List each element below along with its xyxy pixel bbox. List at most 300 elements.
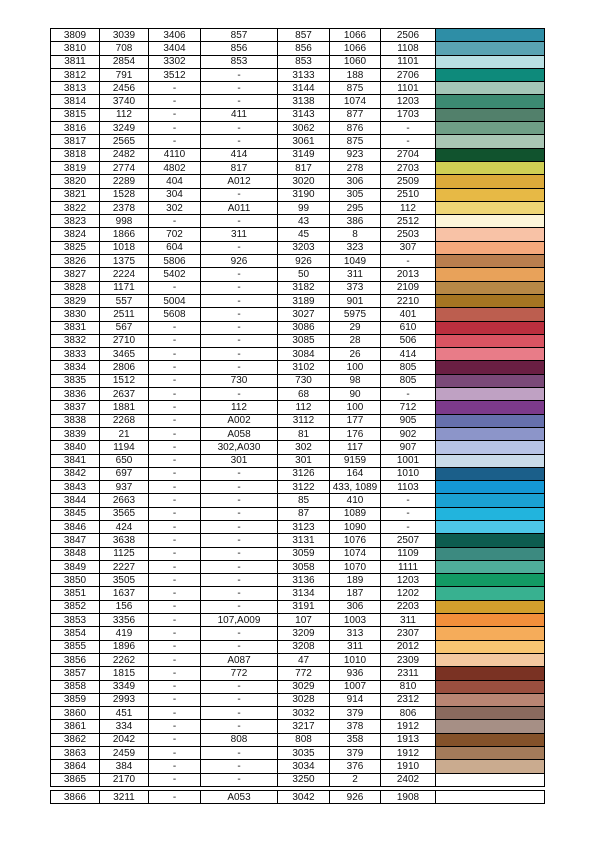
table-cell: 3810 [51, 42, 100, 55]
table-cell: 311 [381, 614, 436, 627]
table-cell: 3131 [278, 534, 330, 547]
table-cell: 2703 [381, 161, 436, 174]
table-cell: 301 [278, 454, 330, 467]
table-row [51, 161, 545, 174]
table-cell: 3862 [51, 733, 100, 746]
table-cell: 1066 [330, 42, 381, 55]
color-swatch [436, 388, 545, 401]
table-cell: 295 [330, 201, 381, 214]
table-cell: 1637 [100, 587, 149, 600]
table-row [51, 348, 545, 361]
table-row [51, 560, 545, 573]
table-cell: 3820 [51, 175, 100, 188]
table-row [51, 135, 545, 148]
table-cell: 810 [381, 680, 436, 693]
table-cell: - [149, 600, 201, 613]
table-cell: 1125 [100, 547, 149, 560]
table-cell: 3027 [278, 308, 330, 321]
table-cell: - [149, 122, 201, 135]
table-cell: - [201, 680, 278, 693]
table-cell: 857 [201, 29, 278, 42]
table-cell: 817 [278, 161, 330, 174]
table-cell: 26 [330, 348, 381, 361]
table-cell: 3835 [51, 374, 100, 387]
table-cell: 411 [201, 108, 278, 121]
table-cell: 936 [330, 667, 381, 680]
table-cell: 358 [330, 733, 381, 746]
color-swatch [436, 600, 545, 613]
table-cell: 1203 [381, 574, 436, 587]
table-cell: - [149, 640, 201, 653]
table-cell: 386 [330, 215, 381, 228]
table-row [51, 55, 545, 68]
table-cell: 3865 [51, 773, 100, 786]
table-cell: 112 [201, 401, 278, 414]
table-row [51, 215, 545, 228]
table-cell: 3833 [51, 348, 100, 361]
table-cell: 3034 [278, 760, 330, 773]
table-cell: 3029 [278, 680, 330, 693]
table-row [51, 747, 545, 760]
table-cell: 3042 [278, 790, 330, 803]
table-cell: 3149 [278, 148, 330, 161]
table-row [51, 534, 545, 547]
table-cell: 3817 [51, 135, 100, 148]
table-cell: 1171 [100, 281, 149, 294]
table-cell: 112 [381, 201, 436, 214]
table-cell: - [201, 188, 278, 201]
table-cell: 1512 [100, 374, 149, 387]
table-cell: 853 [201, 55, 278, 68]
color-swatch [436, 653, 545, 666]
table-row [51, 520, 545, 533]
table-cell: 176 [330, 427, 381, 440]
table-cell: - [201, 574, 278, 587]
table-row [51, 42, 545, 55]
table-cell: 419 [100, 627, 149, 640]
table-cell: 1074 [330, 95, 381, 108]
table-row [51, 467, 545, 480]
table-cell: 306 [330, 600, 381, 613]
table-cell: 376 [330, 760, 381, 773]
color-swatch [436, 29, 545, 42]
table-cell: 3512 [149, 68, 201, 81]
table-cell: - [149, 574, 201, 587]
color-swatch [436, 374, 545, 387]
table-cell: - [149, 334, 201, 347]
table-cell: - [201, 348, 278, 361]
color-swatch [436, 42, 545, 55]
table-cell: 3841 [51, 454, 100, 467]
table-cell: 3062 [278, 122, 330, 135]
table-cell: 817 [201, 161, 278, 174]
table-cell: 3863 [51, 747, 100, 760]
table-cell: 3028 [278, 693, 330, 706]
table-row [51, 481, 545, 494]
table-cell: 29 [330, 321, 381, 334]
table-cell: 2704 [381, 148, 436, 161]
table-cell: 3851 [51, 587, 100, 600]
table-cell: - [149, 95, 201, 108]
table-cell: - [201, 520, 278, 533]
color-swatch [436, 454, 545, 467]
table-cell: 3860 [51, 707, 100, 720]
table-cell: - [149, 790, 201, 803]
table-cell: 3815 [51, 108, 100, 121]
table-cell: 902 [381, 427, 436, 440]
table-cell: 2109 [381, 281, 436, 294]
table-cell: 2042 [100, 733, 149, 746]
table-cell: 2663 [100, 494, 149, 507]
color-swatch [436, 574, 545, 587]
table-cell: 791 [100, 68, 149, 81]
table-cell: 3866 [51, 790, 100, 803]
table-cell: 4110 [149, 148, 201, 161]
table-cell: 3819 [51, 161, 100, 174]
table-cell: A058 [201, 427, 278, 440]
table-cell: 1111 [381, 560, 436, 573]
table-cell: - [149, 587, 201, 600]
table-row [51, 334, 545, 347]
table-cell: 2289 [100, 175, 149, 188]
table-cell: 1001 [381, 454, 436, 467]
color-swatch [436, 122, 545, 135]
table-cell: 877 [330, 108, 381, 121]
table-row [51, 255, 545, 268]
color-swatch [436, 348, 545, 361]
table-cell: - [149, 534, 201, 547]
color-swatch [436, 520, 545, 533]
table-cell: 3845 [51, 507, 100, 520]
table-cell: 4802 [149, 161, 201, 174]
color-swatch [436, 720, 545, 733]
table-cell: 3846 [51, 520, 100, 533]
table-cell: 278 [330, 161, 381, 174]
table-row [51, 494, 545, 507]
table-cell: 3852 [51, 600, 100, 613]
table-cell: 2482 [100, 148, 149, 161]
table-cell: 5004 [149, 294, 201, 307]
table-cell: 1528 [100, 188, 149, 201]
color-swatch [436, 161, 545, 174]
table-cell: 3740 [100, 95, 149, 108]
table-cell: 1101 [381, 82, 436, 95]
color-swatch [436, 268, 545, 281]
table-cell: - [149, 481, 201, 494]
table-cell: 311 [201, 228, 278, 241]
table-cell: 384 [100, 760, 149, 773]
table-cell: 8 [330, 228, 381, 241]
table-cell: 2509 [381, 175, 436, 188]
table-cell: 189 [330, 574, 381, 587]
color-swatch [436, 241, 545, 254]
table-cell: - [381, 135, 436, 148]
table-cell: 379 [330, 707, 381, 720]
color-swatch [436, 560, 545, 573]
table-cell: 177 [330, 414, 381, 427]
table-cell: 2312 [381, 693, 436, 706]
color-swatch [436, 467, 545, 480]
table-cell: 712 [381, 401, 436, 414]
table-cell: 567 [100, 321, 149, 334]
table-cell: 1912 [381, 747, 436, 760]
table-cell: 311 [330, 268, 381, 281]
table-cell: 856 [278, 42, 330, 55]
table-cell: 5402 [149, 268, 201, 281]
table-cell: - [201, 334, 278, 347]
table-cell: 1003 [330, 614, 381, 627]
table-cell: - [201, 281, 278, 294]
table-row [51, 228, 545, 241]
table-cell: 730 [278, 374, 330, 387]
table-cell: 410 [330, 494, 381, 507]
color-swatch [436, 334, 545, 347]
table-row [51, 414, 545, 427]
table-cell: 914 [330, 693, 381, 706]
table-cell: 2706 [381, 68, 436, 81]
table-row [51, 374, 545, 387]
table-cell: - [201, 560, 278, 573]
table-row [51, 294, 545, 307]
table-cell: 3123 [278, 520, 330, 533]
table-cell: 414 [201, 148, 278, 161]
table-cell: 3829 [51, 294, 100, 307]
table-cell: 2170 [100, 773, 149, 786]
table-row [51, 175, 545, 188]
table-cell: 3058 [278, 560, 330, 573]
color-swatch [436, 707, 545, 720]
table-cell: 3249 [100, 122, 149, 135]
table-cell: - [149, 348, 201, 361]
color-swatch [436, 587, 545, 600]
table-cell: 3821 [51, 188, 100, 201]
table-cell: - [201, 693, 278, 706]
table-cell: 311 [330, 640, 381, 653]
table-cell: - [149, 135, 201, 148]
table-cell: 708 [100, 42, 149, 55]
table-cell: - [201, 587, 278, 600]
table-row [51, 321, 545, 334]
table-cell: 853 [278, 55, 330, 68]
table-cell: - [201, 720, 278, 733]
table-cell: 2456 [100, 82, 149, 95]
table-cell: 3825 [51, 241, 100, 254]
table-cell: 926 [330, 790, 381, 803]
table-cell: 1074 [330, 547, 381, 560]
table-cell: 3565 [100, 507, 149, 520]
table-cell: 99 [278, 201, 330, 214]
table-cell: 5975 [330, 308, 381, 321]
table-cell: - [149, 680, 201, 693]
table-cell: - [149, 747, 201, 760]
table-cell: 3126 [278, 467, 330, 480]
table-cell: 730 [201, 374, 278, 387]
table-row [51, 790, 545, 803]
table-cell: 3217 [278, 720, 330, 733]
table-row [51, 547, 545, 560]
table-cell: 3349 [100, 680, 149, 693]
table-cell: 2503 [381, 228, 436, 241]
table-cell: - [381, 122, 436, 135]
color-swatch [436, 693, 545, 706]
table-cell: 2993 [100, 693, 149, 706]
color-swatch [436, 175, 545, 188]
color-swatch [436, 494, 545, 507]
table-cell: 650 [100, 454, 149, 467]
table-cell: 3844 [51, 494, 100, 507]
table-cell: 1103 [381, 481, 436, 494]
table-cell: 21 [100, 427, 149, 440]
table-cell: - [149, 667, 201, 680]
table-cell: 5806 [149, 255, 201, 268]
table-cell: - [201, 95, 278, 108]
table-row [51, 122, 545, 135]
table-cell: 808 [201, 733, 278, 746]
table-cell: 2268 [100, 414, 149, 427]
table-cell: A011 [201, 201, 278, 214]
table-cell: 50 [278, 268, 330, 281]
table-cell: - [149, 693, 201, 706]
table-cell: 3638 [100, 534, 149, 547]
color-swatch [436, 215, 545, 228]
table-cell: - [201, 361, 278, 374]
table-cell: 2203 [381, 600, 436, 613]
table-cell: 1101 [381, 55, 436, 68]
table-cell: - [201, 321, 278, 334]
table-cell: 1108 [381, 42, 436, 55]
table-cell: A002 [201, 414, 278, 427]
table-cell: 2262 [100, 653, 149, 666]
table-cell: 1912 [381, 720, 436, 733]
table-cell: 3857 [51, 667, 100, 680]
table-cell: 3404 [149, 42, 201, 55]
table-cell: 805 [381, 361, 436, 374]
table-cell: - [149, 388, 201, 401]
table-cell: 3144 [278, 82, 330, 95]
color-swatch [436, 68, 545, 81]
table-cell: 1066 [330, 29, 381, 42]
table-cell: 3839 [51, 427, 100, 440]
table-cell: 772 [278, 667, 330, 680]
table-cell: 998 [100, 215, 149, 228]
table-cell: 2854 [100, 55, 149, 68]
table-row [51, 587, 545, 600]
table-cell: 3085 [278, 334, 330, 347]
table-cell: 697 [100, 467, 149, 480]
table-cell: 3020 [278, 175, 330, 188]
table-cell: 43 [278, 215, 330, 228]
table-cell: 1203 [381, 95, 436, 108]
table-cell: 3356 [100, 614, 149, 627]
table-cell: 3831 [51, 321, 100, 334]
table-cell: 876 [330, 122, 381, 135]
table-cell: 433, 1089 [330, 481, 381, 494]
table-cell: 3138 [278, 95, 330, 108]
table-row [51, 720, 545, 733]
table-cell: 3133 [278, 68, 330, 81]
table-cell: - [149, 441, 201, 454]
table-cell: 1866 [100, 228, 149, 241]
table-cell: 610 [381, 321, 436, 334]
table-row [51, 401, 545, 414]
table-cell: 68 [278, 388, 330, 401]
table-cell: - [149, 361, 201, 374]
table-cell: 806 [381, 707, 436, 720]
table-cell: 3848 [51, 547, 100, 560]
table-cell: 1703 [381, 108, 436, 121]
table-cell: A012 [201, 175, 278, 188]
table-cell: 2510 [381, 188, 436, 201]
table-cell: - [201, 68, 278, 81]
color-swatch [436, 294, 545, 307]
table-cell: 3823 [51, 215, 100, 228]
table-cell: 100 [330, 361, 381, 374]
table-cell: 3813 [51, 82, 100, 95]
color-conversion-table [50, 28, 545, 804]
table-cell: 2565 [100, 135, 149, 148]
table-cell: - [381, 520, 436, 533]
table-cell: 3191 [278, 600, 330, 613]
color-swatch [436, 680, 545, 693]
table-cell: 926 [201, 255, 278, 268]
table-cell: - [149, 760, 201, 773]
color-swatch [436, 790, 545, 803]
table-cell: 2637 [100, 388, 149, 401]
color-swatch [436, 760, 545, 773]
table-cell: - [201, 388, 278, 401]
table-row [51, 773, 545, 786]
table-cell: 3039 [100, 29, 149, 42]
table-cell: - [201, 627, 278, 640]
table-cell: 1109 [381, 547, 436, 560]
color-swatch [436, 427, 545, 440]
table-cell: 2806 [100, 361, 149, 374]
table-row [51, 95, 545, 108]
table-cell: 3837 [51, 401, 100, 414]
color-swatch [436, 55, 545, 68]
table-cell: - [149, 494, 201, 507]
table-cell: - [149, 401, 201, 414]
table-row [51, 361, 545, 374]
table-cell: 3189 [278, 294, 330, 307]
table-cell: 857 [278, 29, 330, 42]
table-cell: 1049 [330, 255, 381, 268]
color-swatch [436, 255, 545, 268]
table-cell: - [381, 388, 436, 401]
table-cell: 3143 [278, 108, 330, 121]
table-cell: 2710 [100, 334, 149, 347]
table-cell: 2311 [381, 667, 436, 680]
table-cell: 923 [330, 148, 381, 161]
color-swatch [436, 188, 545, 201]
table-cell: 107 [278, 614, 330, 627]
table-cell: 2013 [381, 268, 436, 281]
table-cell: 2511 [100, 308, 149, 321]
table-cell: - [149, 281, 201, 294]
table-cell: 2227 [100, 560, 149, 573]
table-cell: 81 [278, 427, 330, 440]
table-row [51, 507, 545, 520]
table-cell: 45 [278, 228, 330, 241]
table-cell: 3250 [278, 773, 330, 786]
table-cell: - [149, 627, 201, 640]
table-cell: 451 [100, 707, 149, 720]
table-cell: 1194 [100, 441, 149, 454]
table-cell: 1202 [381, 587, 436, 600]
table-cell: 1375 [100, 255, 149, 268]
table-cell: 3855 [51, 640, 100, 653]
color-conversion-table-wrap [50, 28, 544, 804]
